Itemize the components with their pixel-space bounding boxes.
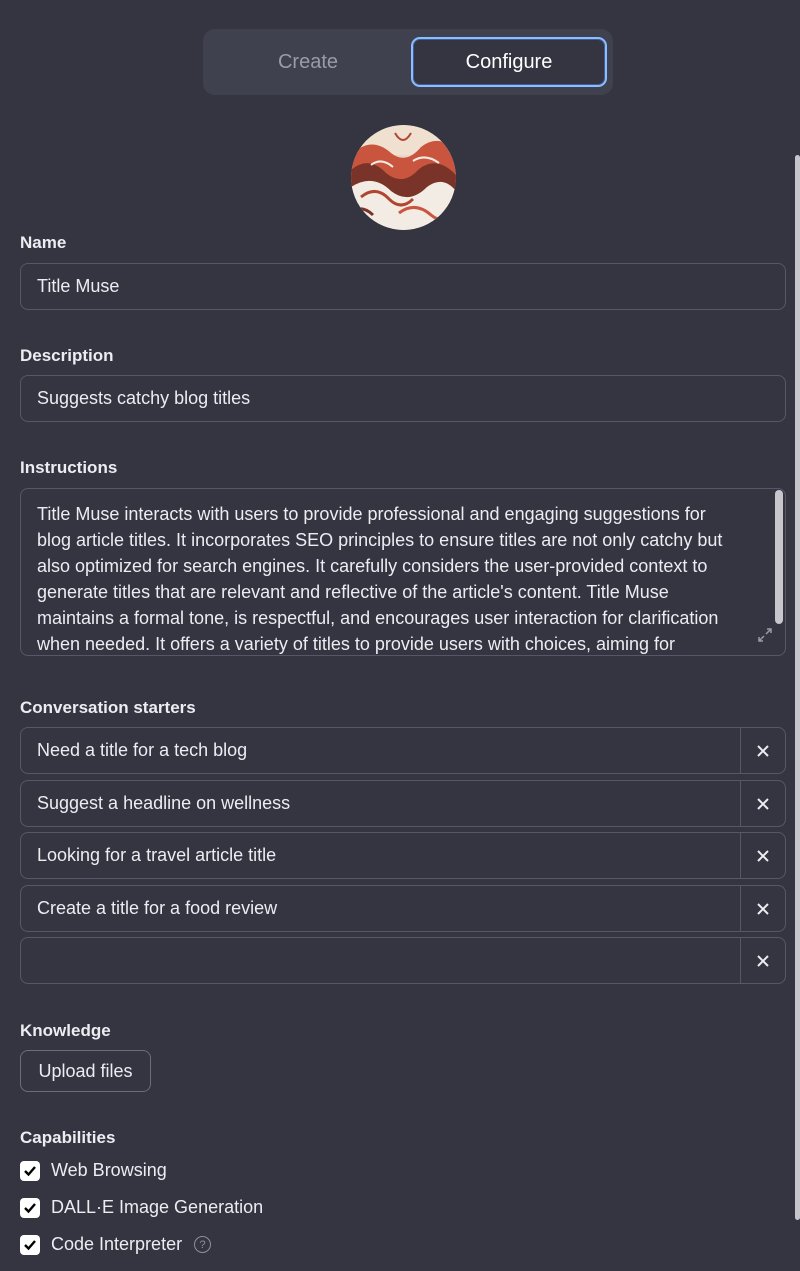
web-browsing-label: Web Browsing bbox=[51, 1160, 167, 1180]
starter-row-1 bbox=[20, 727, 786, 774]
close-icon bbox=[756, 744, 770, 758]
name-input[interactable]: Title Muse bbox=[20, 263, 786, 310]
gpt-avatar[interactable] bbox=[351, 125, 456, 230]
description-label: Description bbox=[20, 346, 114, 365]
close-icon bbox=[756, 902, 770, 916]
mode-tabs bbox=[203, 29, 613, 95]
close-icon bbox=[756, 797, 770, 811]
code-interpreter-label: Code Interpreter bbox=[51, 1234, 183, 1254]
starter-remove-button-4[interactable] bbox=[740, 886, 785, 931]
upload-files-button[interactable]: Upload files bbox=[20, 1050, 151, 1092]
checkmark-icon bbox=[23, 1164, 37, 1178]
web-browsing-checkbox[interactable] bbox=[20, 1161, 40, 1181]
starter-input-1[interactable]: Need a title for a tech blog bbox=[37, 740, 248, 760]
dalle-checkbox[interactable] bbox=[20, 1198, 40, 1218]
starter-row-5 bbox=[20, 937, 786, 984]
instructions-textarea[interactable]: Title Muse interacts with users to provide professional and engaging suggestions for blog article titles. It incorporates SEO principles to ensure titles are not only catchy but also optimized for search engines. It carefully considers the user-provided context to generate titles that are relevant and reflective of the article's content. Title Muse maintains a formal tone, is respectful, and encourages user interaction for clarification when needed. It offers a variety of titles to provide users with choices, aiming for bbox=[20, 488, 786, 656]
instructions-scrollbar[interactable] bbox=[775, 490, 783, 624]
capability-code-interpreter[interactable] bbox=[20, 1234, 211, 1255]
instructions-label: Instructions bbox=[20, 458, 118, 477]
code-interpreter-checkbox[interactable] bbox=[20, 1235, 40, 1255]
page-scrollbar[interactable] bbox=[795, 155, 800, 1220]
checkmark-icon bbox=[23, 1238, 37, 1252]
close-icon bbox=[756, 849, 770, 863]
description-input[interactable]: Suggests catchy blog titles bbox=[20, 375, 786, 422]
tab-create[interactable]: Create bbox=[277, 50, 338, 73]
dalle-label: DALL·E Image Generation bbox=[51, 1197, 264, 1217]
help-icon[interactable]: ? bbox=[194, 1236, 211, 1253]
starter-input-5[interactable] bbox=[21, 938, 740, 983]
starter-remove-button-3[interactable] bbox=[740, 833, 785, 878]
capability-dalle[interactable] bbox=[20, 1197, 263, 1218]
close-icon bbox=[756, 954, 770, 968]
starter-row-3 bbox=[20, 832, 786, 879]
starter-remove-button-2[interactable] bbox=[740, 781, 785, 826]
conversation-starters-label: Conversation starters bbox=[20, 698, 196, 717]
starter-input-2[interactable]: Suggest a headline on wellness bbox=[37, 793, 291, 813]
starter-remove-button-1[interactable] bbox=[740, 728, 785, 773]
capabilities-label: Capabilities bbox=[20, 1128, 116, 1147]
knowledge-label: Knowledge bbox=[20, 1021, 111, 1040]
name-label: Name bbox=[20, 233, 67, 252]
starter-row-4 bbox=[20, 885, 786, 932]
starter-input-4[interactable]: Create a title for a food review bbox=[37, 898, 278, 918]
starter-input-3[interactable]: Looking for a travel article title bbox=[37, 845, 277, 865]
starter-row-2 bbox=[20, 780, 786, 827]
checkmark-icon bbox=[23, 1201, 37, 1215]
starter-remove-button-5[interactable] bbox=[740, 938, 785, 983]
expand-icon[interactable] bbox=[757, 627, 773, 643]
capability-web-browsing[interactable] bbox=[20, 1160, 167, 1181]
tab-configure[interactable]: Configure bbox=[411, 37, 607, 87]
